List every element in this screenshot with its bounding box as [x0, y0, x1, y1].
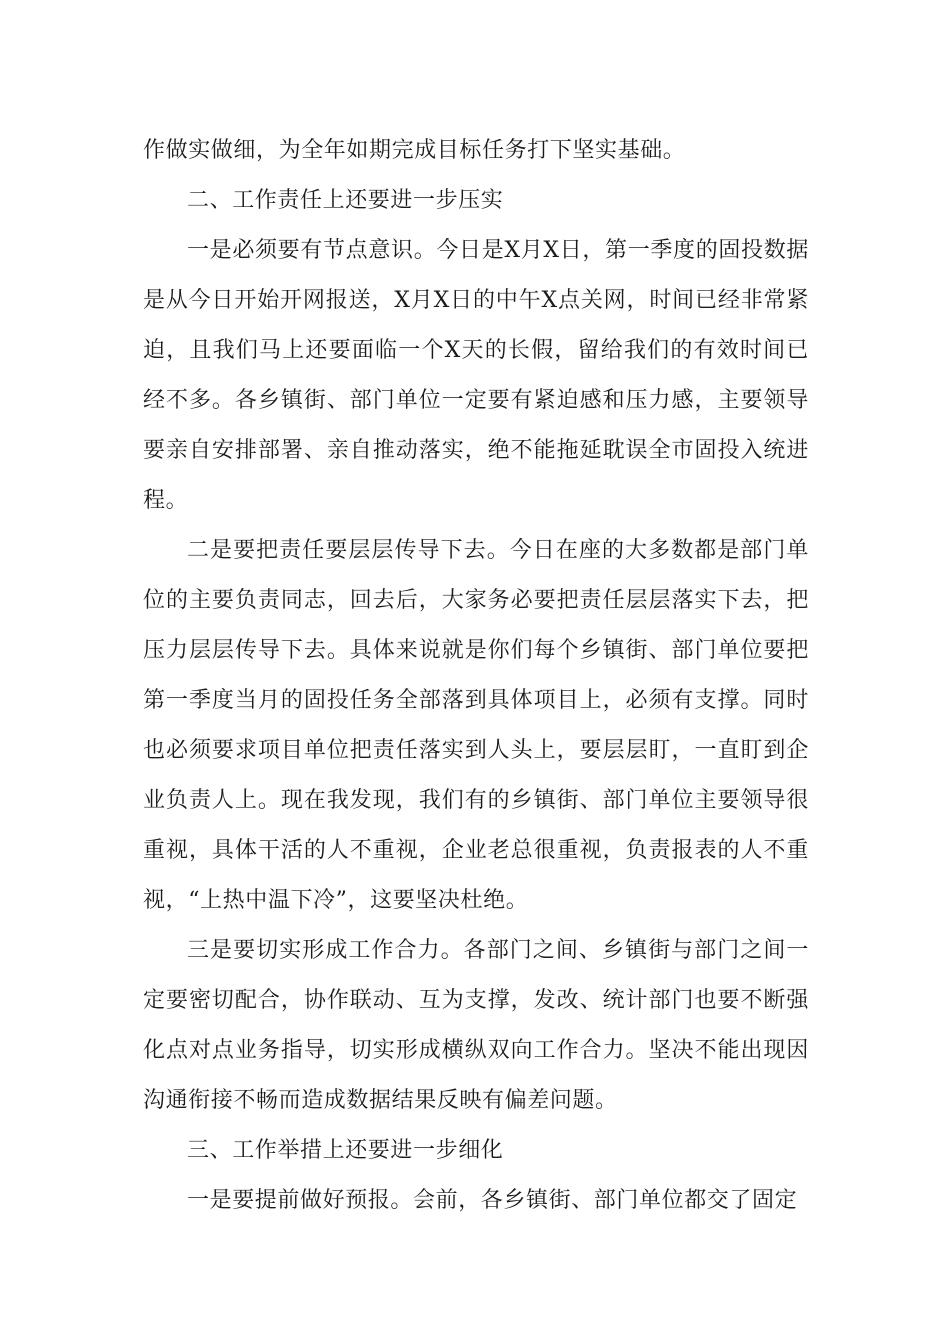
section-heading-3: 三、工作举措上还要进一步细化 — [187, 1138, 504, 1163]
paragraph-node-awareness: 一是必须要有节点意识。今日是X月X日，第一季度的固投数据是从今日开始开网报送，X月X日的中午X点关网，时间已经非常紧迫，且我们马上还要面临一个X天的长假，留给我们的有效时间已经不多。各乡镇街、部门单位一定要有紧迫感和压力感，主要领导要亲自安排部署、亲自推动落实，绝不能拖延耽误全市固投入统进程。 — [143, 238, 809, 513]
paragraph-joint-force: 三是要切实形成工作合力。各部门之间、乡镇街与部门之间一定要密切配合，协作联动、互为支撑，发改、统计部门也要不断强化点对点业务指导，切实形成横纵双向工作合力。坚决不能出现因沟通衔接不畅而造成数据结果反映有偏差问题。 — [143, 938, 809, 1113]
section-heading-2: 二、工作责任上还要进一步压实 — [187, 188, 504, 213]
paragraph-forecast: 一是要提前做好预报。会前，各乡镇街、部门单位都交了固定 — [187, 1188, 798, 1213]
paragraph-responsibility: 二是要把责任要层层传导下去。今日在座的大多数都是部门单位的主要负责同志，回去后，大家务必要把责任层层落实下去，把压力层层传导下去。具体来说就是你们每个乡镇街、部门单位要把第一季度当月的固投任务全部落到具体项目上，必须有支撑。同时也必须要求项目单位把责任落实到人头上，要层层盯，一直盯到企业负责人上。现在我发现，我们有的乡镇街、部门单位主要领导很重视，具体干活的人不重视，企业老总很重视，负责报表的人不重视，“上热中温下冷”，这要坚决杜绝。 — [143, 538, 809, 913]
document-body — [143, 126, 809, 1226]
paragraph-continuation: 作做实做细，为全年如期完成目标任务打下坚实基础。 — [143, 138, 686, 163]
